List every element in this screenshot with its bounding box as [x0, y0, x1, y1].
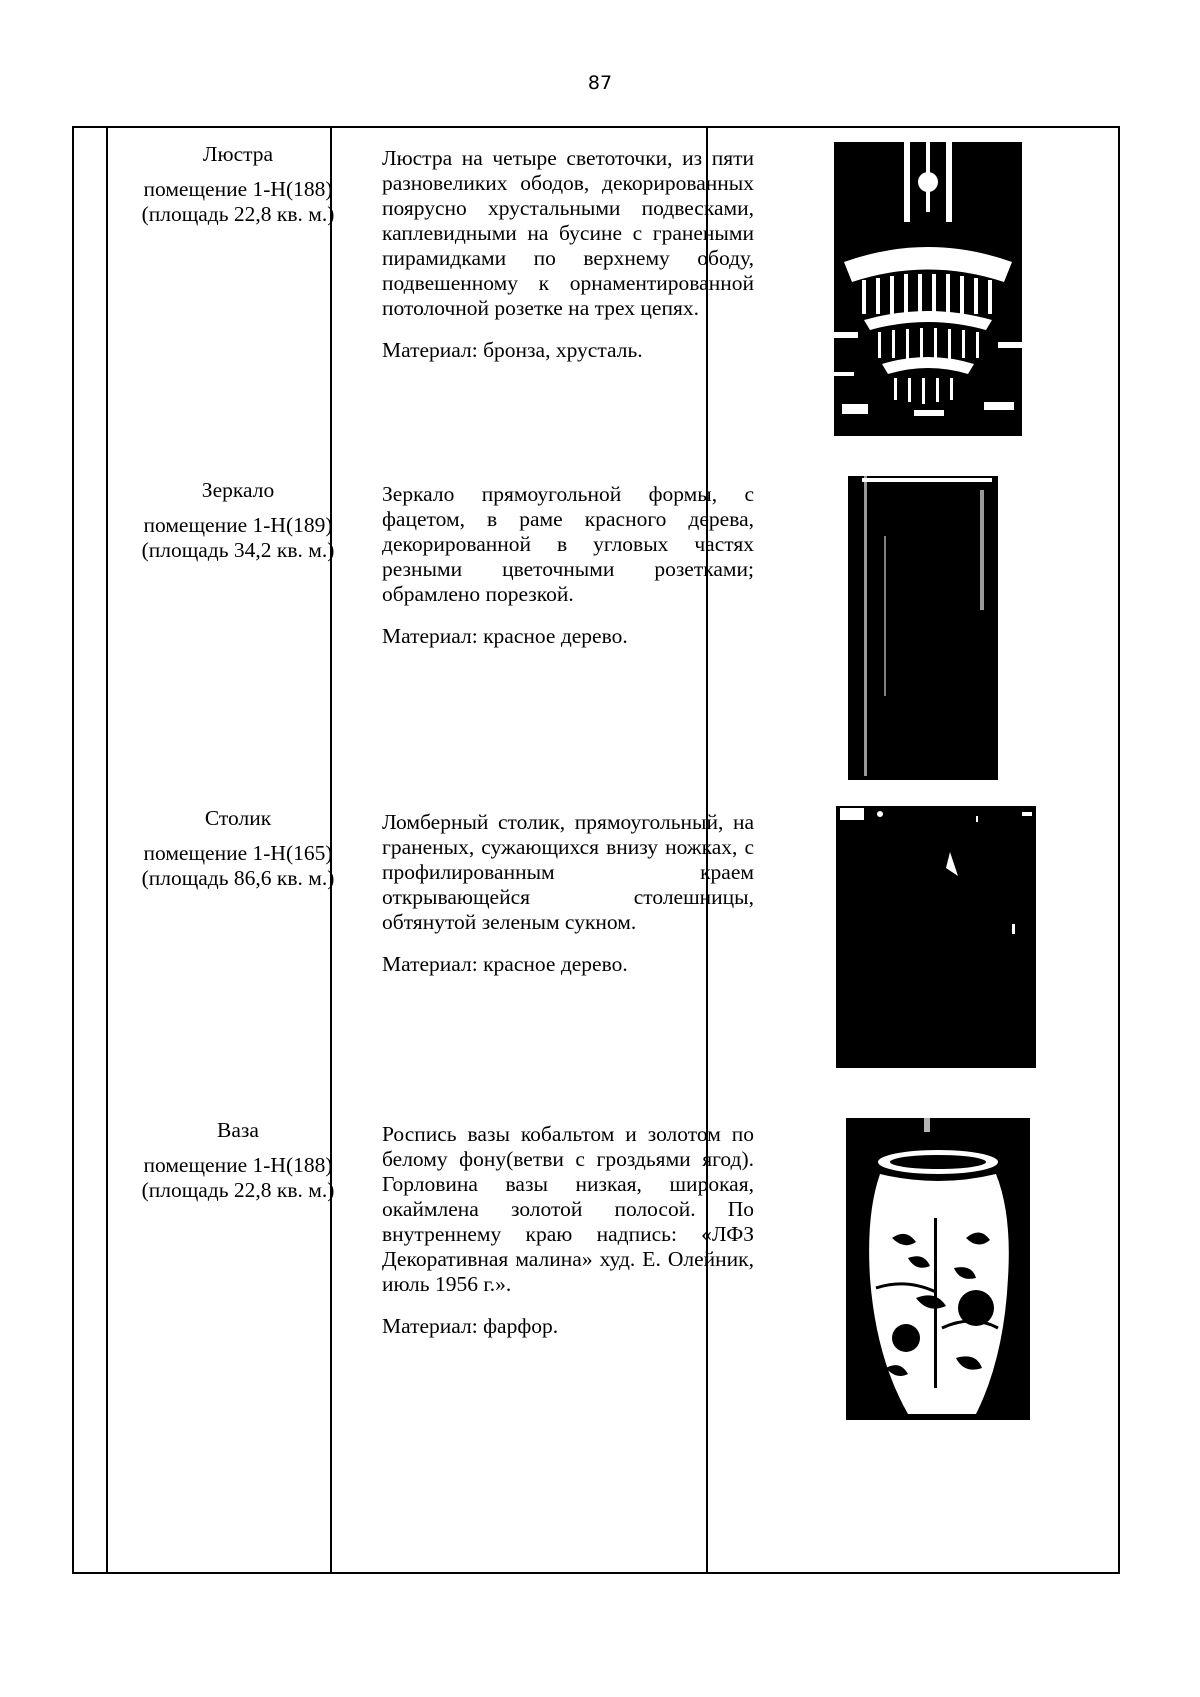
object-title: Ваза — [217, 1118, 259, 1142]
object-description-cell — [382, 482, 754, 649]
page-number: 87 — [587, 72, 613, 94]
object-material: Материал: фарфор. — [382, 1314, 559, 1338]
object-name-cell — [118, 478, 358, 563]
object-room: помещение 1-Н(188) — [143, 1153, 333, 1177]
object-area: (площадь 86,6 кв. м.) — [141, 866, 335, 890]
object-description-cell — [382, 1122, 754, 1339]
object-description: Роспись вазы кобальтом и золотом по белому фону(ветви с гроздьями ягод). Горловина вазы низкая, широкая, окаймлена золотой полосой. По внутреннему краю надпись: «ЛФЗ Декоративная малина» худ. Е. Олейник, июль 1956 г.». — [382, 1122, 754, 1296]
object-area: (площадь 22,8 кв. м.) — [141, 1178, 335, 1202]
inventory-table — [72, 126, 1120, 1574]
chandelier-photo — [834, 142, 1022, 436]
object-title: Зеркало — [201, 478, 275, 502]
object-name-cell — [118, 142, 358, 227]
object-description-cell — [382, 810, 754, 977]
object-material: Материал: красное дерево. — [382, 624, 628, 648]
object-description-cell — [382, 146, 754, 363]
object-name-cell — [118, 806, 358, 891]
object-name-cell — [118, 1118, 358, 1203]
object-area: (площадь 22,8 кв. м.) — [141, 202, 335, 226]
object-description: Зеркало прямоугольной формы, с фацетом, в раме красного дерева, декорированной в угловых частях резными цветочными розетками; обрамлено порезкой. — [382, 482, 754, 606]
card-table-photo — [836, 806, 1036, 1068]
object-title: Столик — [204, 806, 272, 830]
object-material: Материал: бронза, хрусталь. — [382, 338, 643, 362]
object-area: (площадь 34,2 кв. м.) — [141, 538, 335, 562]
object-material: Материал: красное дерево. — [382, 952, 628, 976]
object-title: Люстра — [202, 142, 274, 166]
mirror-photo — [848, 476, 998, 780]
object-room: помещение 1-Н(189) — [143, 513, 333, 537]
object-description: Ломберный столик, прямоугольный, на граненых, сужающихся внизу ножках, с профилированным краем открывающейся столешницы, обтянутой зеленым сукном. — [382, 810, 754, 934]
vase-photo — [846, 1118, 1030, 1420]
object-room: помещение 1-Н(165) — [143, 841, 333, 865]
object-room: помещение 1-Н(188) — [143, 177, 333, 201]
object-description: Люстра на четыре светоточки, из пяти разновеликих ободов, декорированных поярусно хрустальными подвесками, каплевидными на бусине с гранеными пирамидками по верхнему ободу, подвешенному к орнаментированной потолочной розетке на трех цепях. — [382, 146, 754, 320]
column-divider — [106, 128, 108, 1572]
